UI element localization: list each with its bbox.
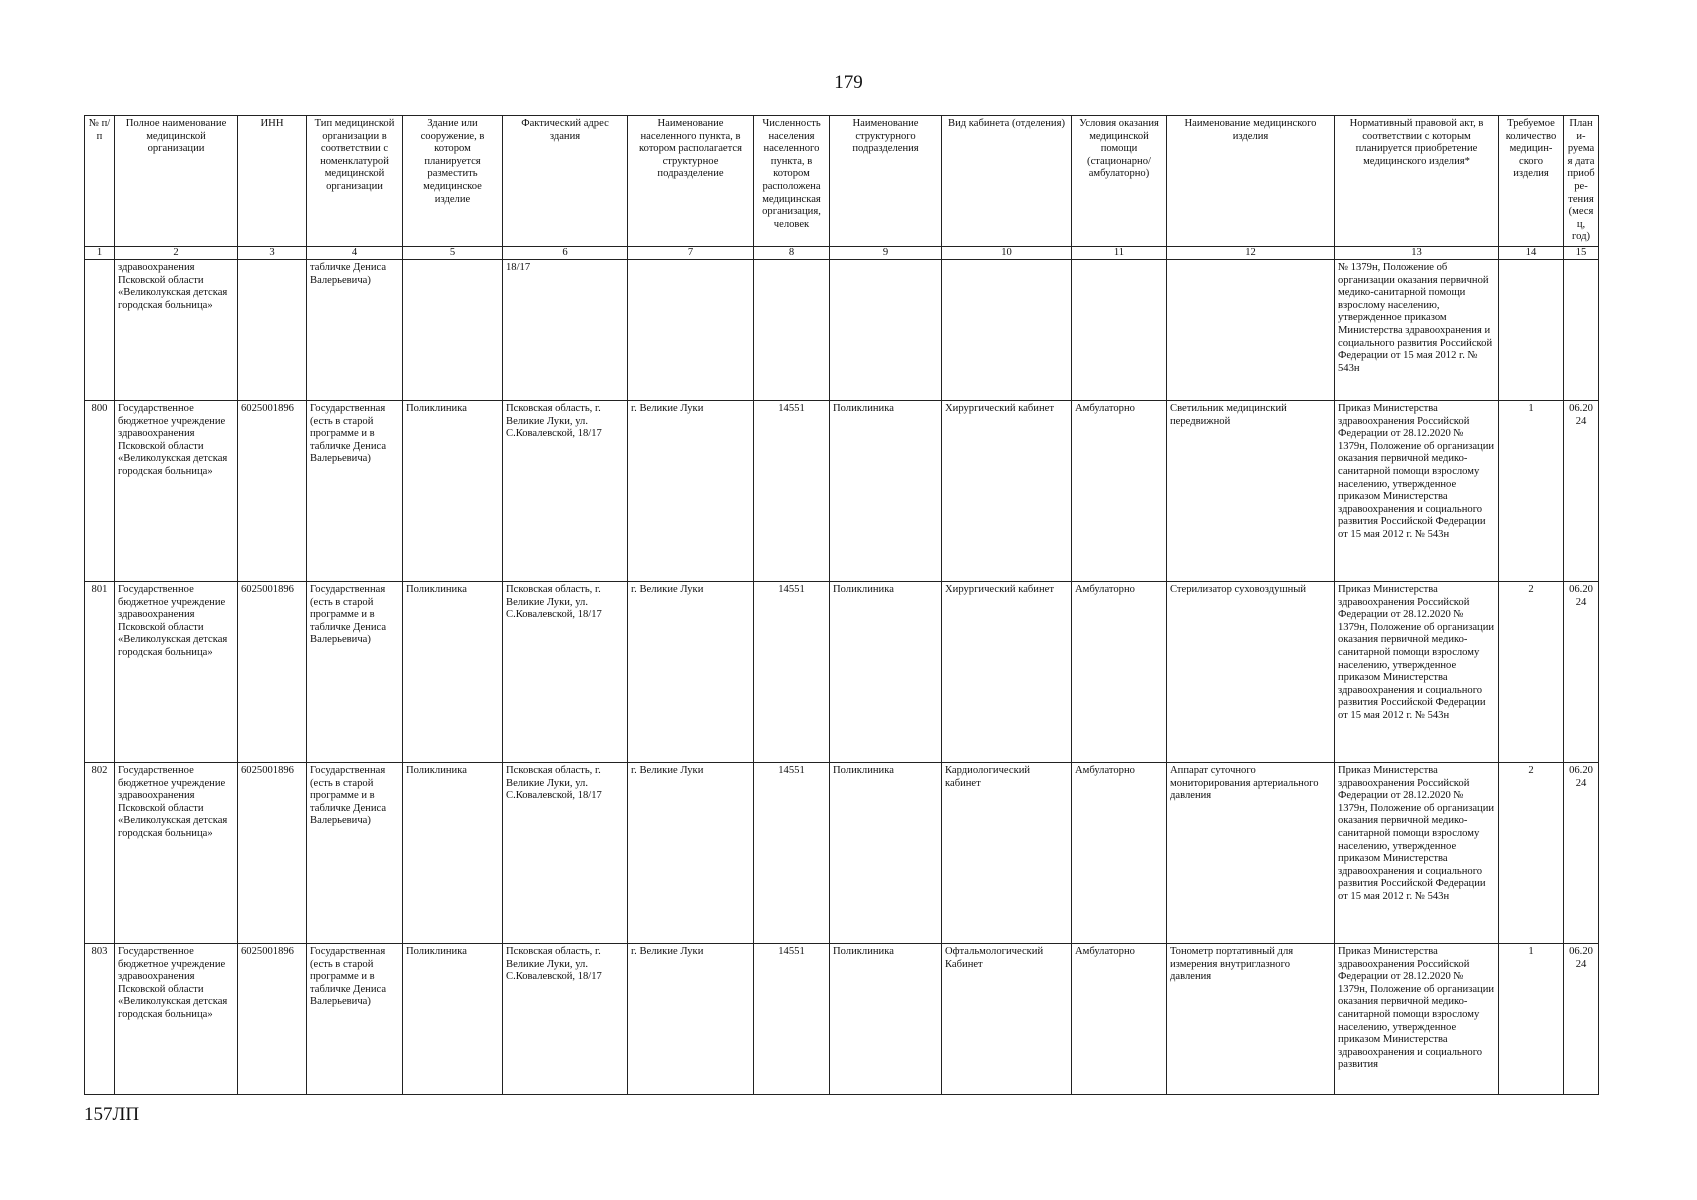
column-number: 13: [1335, 246, 1499, 259]
header-cell: Полное наименование медицинской организации: [115, 116, 238, 247]
population-cell: 14551: [754, 762, 830, 943]
row-number-cell: 803: [85, 943, 115, 1094]
continuation-row: [85, 259, 1599, 400]
device-name-cell: Стерилизатор суховоздушный: [1167, 581, 1335, 762]
device-name-cell: Тонометр портативный для измерения внутриглазного давления: [1167, 943, 1335, 1094]
table-cell: [1564, 259, 1599, 400]
column-number: 6: [503, 246, 628, 259]
legal-act-cell: Приказ Министерства здравоохранения Российской Федерации от 28.12.2020 № 1379н, Положение об организации оказания первичной медико-санитарной помощи взрослому населению, утвержденное приказом Министерства здравоохранения и социального развития: [1335, 943, 1499, 1094]
table-row: [85, 762, 1599, 943]
table-cell: [754, 259, 830, 400]
quantity-cell: 2: [1499, 762, 1564, 943]
column-number: 12: [1167, 246, 1335, 259]
column-number: 7: [628, 246, 754, 259]
legal-act-cell: Приказ Министерства здравоохранения Российской Федерации от 28.12.2020 № 1379н, Положение об организации оказания первичной медико-санитарной помощи взрослому населению, утвержденное приказом Министерства здравоохранения и социального развития Российской Федерации от 15 мая 2012 г. № 543н: [1335, 581, 1499, 762]
care-conditions-cell: Амбулаторно: [1072, 581, 1167, 762]
table-cell: [403, 259, 503, 400]
locality-cell: г. Великие Луки: [628, 400, 754, 581]
organization-cell: Государственное бюджетное учреждение здравоохранения Псковской области «Великолукская детская городская больница»: [115, 762, 238, 943]
building-cell: Поликлиника: [403, 400, 503, 581]
building-cell: Поликлиника: [403, 943, 503, 1094]
column-number: 11: [1072, 246, 1167, 259]
column-number-row: [85, 246, 1599, 259]
header-cell: Вид кабинета (отделения): [942, 116, 1072, 247]
care-conditions-cell: Амбулаторно: [1072, 762, 1167, 943]
header-cell: Наименование структурного подразделения: [830, 116, 942, 247]
column-number: 1: [85, 246, 115, 259]
table-cell: 18/17: [503, 259, 628, 400]
inn-cell: 6025001896: [238, 581, 307, 762]
address-cell: Псковская область, г. Великие Луки, ул. С.Ковалевской, 18/17: [503, 581, 628, 762]
organization-cell: Государственное бюджетное учреждение здравоохранения Псковской области «Великолукская детская городская больница»: [115, 943, 238, 1094]
device-name-cell: Светильник медицинский передвижной: [1167, 400, 1335, 581]
legal-act-cell: Приказ Министерства здравоохранения Российской Федерации от 28.12.2020 № 1379н, Положение об организации оказания первичной медико-санитарной помощи взрослому населению, утвержденное приказом Министерства здравоохранения и социального развития Российской Федерации от 15 мая 2012 г. № 543н: [1335, 762, 1499, 943]
column-number: 3: [238, 246, 307, 259]
header-cell: Фактический адрес здания: [503, 116, 628, 247]
quantity-cell: 1: [1499, 400, 1564, 581]
header-cell: Численность населения населенного пункта, в котором расположена медицинская организация, человек: [754, 116, 830, 247]
planned-date-cell: 06.2024: [1564, 400, 1599, 581]
column-number: 4: [307, 246, 403, 259]
table-cell: № 1379н, Положение об организации оказания первичной медико-санитарной помощи взрослому населению, утвержденное приказом Министерства здравоохранения и социального развития Российской Федерации от 15 мая 2012 г. № 543н: [1335, 259, 1499, 400]
equipment-table-container: [84, 115, 1599, 1095]
organization-cell: Государственное бюджетное учреждение здравоохранения Псковской области «Великолукская детская городская больница»: [115, 581, 238, 762]
division-cell: Поликлиника: [830, 943, 942, 1094]
row-number-cell: 801: [85, 581, 115, 762]
column-number: 9: [830, 246, 942, 259]
header-cell: Нормативный правовой акт, в соответствии с которым планируется приобретение медицинского изделия*: [1335, 116, 1499, 247]
column-number: 14: [1499, 246, 1564, 259]
header-cell: Здание или сооружение, в котором планируется разместить медицинское изделие: [403, 116, 503, 247]
address-cell: Псковская область, г. Великие Луки, ул. С.Ковалевской, 18/17: [503, 400, 628, 581]
inn-cell: 6025001896: [238, 762, 307, 943]
division-cell: Поликлиника: [830, 581, 942, 762]
building-cell: Поликлиника: [403, 581, 503, 762]
locality-cell: г. Великие Луки: [628, 762, 754, 943]
planned-date-cell: 06.2024: [1564, 943, 1599, 1094]
planned-date-cell: 06.2024: [1564, 762, 1599, 943]
cabinet-type-cell: Хирургический кабинет: [942, 581, 1072, 762]
table-cell: здравоохранения Псковской области «Великолукская детская городская больница»: [115, 259, 238, 400]
care-conditions-cell: Амбулаторно: [1072, 400, 1167, 581]
locality-cell: г. Великие Луки: [628, 943, 754, 1094]
table-cell: [830, 259, 942, 400]
organization-cell: Государственное бюджетное учреждение здравоохранения Псковской области «Великолукская детская городская больница»: [115, 400, 238, 581]
column-number: 15: [1564, 246, 1599, 259]
table-row: [85, 581, 1599, 762]
org-type-cell: Государственная (есть в старой программе и в табличке Дениса Валерьевича): [307, 762, 403, 943]
table-cell: табличке Дениса Валерьевича): [307, 259, 403, 400]
division-cell: Поликлиника: [830, 762, 942, 943]
locality-cell: г. Великие Луки: [628, 581, 754, 762]
address-cell: Псковская область, г. Великие Луки, ул. С.Ковалевской, 18/17: [503, 943, 628, 1094]
quantity-cell: 1: [1499, 943, 1564, 1094]
device-name-cell: Аппарат суточного мониторирования артериального давления: [1167, 762, 1335, 943]
column-number: 8: [754, 246, 830, 259]
org-type-cell: Государственная (есть в старой программе и в табличке Дениса Валерьевича): [307, 400, 403, 581]
cabinet-type-cell: Хирургический кабинет: [942, 400, 1072, 581]
column-number: 2: [115, 246, 238, 259]
document-code: 157ЛП: [84, 1104, 140, 1125]
table-row: [85, 943, 1599, 1094]
table-cell: [1499, 259, 1564, 400]
quantity-cell: 2: [1499, 581, 1564, 762]
medical-equipment-table: [84, 115, 1599, 1095]
header-row: [85, 116, 1599, 247]
row-number-cell: 802: [85, 762, 115, 943]
header-cell: Наименование медицинского изделия: [1167, 116, 1335, 247]
cabinet-type-cell: Кардиологический кабинет: [942, 762, 1072, 943]
table-cell: [628, 259, 754, 400]
header-cell: ИНН: [238, 116, 307, 247]
legal-act-cell: Приказ Министерства здравоохранения Российской Федерации от 28.12.2020 № 1379н, Положение об организации оказания первичной медико-санитарной помощи взрослому населению, утвержденное приказом Министерства здравоохранения и социального развития Российской Федерации от 15 мая 2012 г. № 543н: [1335, 400, 1499, 581]
header-cell: Условия оказания медицинской помощи (стационарно/ амбулаторно): [1072, 116, 1167, 247]
header-cell: Требуемое количество медицин-ского изделия: [1499, 116, 1564, 247]
row-number-cell: 800: [85, 400, 115, 581]
population-cell: 14551: [754, 943, 830, 1094]
cabinet-type-cell: Офтальмологический Кабинет: [942, 943, 1072, 1094]
division-cell: Поликлиника: [830, 400, 942, 581]
org-type-cell: Государственная (есть в старой программе и в табличке Дениса Валерьевича): [307, 943, 403, 1094]
column-number: 5: [403, 246, 503, 259]
header-cell: Плани-руемая дата приобре-тения (месяц, год): [1564, 116, 1599, 247]
header-cell: Наименование населенного пункта, в котором располагается структурное подразделение: [628, 116, 754, 247]
table-cell: [85, 259, 115, 400]
building-cell: Поликлиника: [403, 762, 503, 943]
table-cell: [1167, 259, 1335, 400]
address-cell: Псковская область, г. Великие Луки, ул. С.Ковалевской, 18/17: [503, 762, 628, 943]
population-cell: 14551: [754, 581, 830, 762]
table-cell: [1072, 259, 1167, 400]
population-cell: 14551: [754, 400, 830, 581]
org-type-cell: Государственная (есть в старой программе и в табличке Дениса Валерьевича): [307, 581, 403, 762]
page-number: 179: [834, 72, 863, 93]
planned-date-cell: 06.2024: [1564, 581, 1599, 762]
header-cell: Тип медицинской организации в соответствии с номенклатурой медицинской организации: [307, 116, 403, 247]
column-number: 10: [942, 246, 1072, 259]
table-row: [85, 400, 1599, 581]
care-conditions-cell: Амбулаторно: [1072, 943, 1167, 1094]
table-cell: [238, 259, 307, 400]
table-cell: [942, 259, 1072, 400]
inn-cell: 6025001896: [238, 400, 307, 581]
inn-cell: 6025001896: [238, 943, 307, 1094]
header-cell: № п/п: [85, 116, 115, 247]
